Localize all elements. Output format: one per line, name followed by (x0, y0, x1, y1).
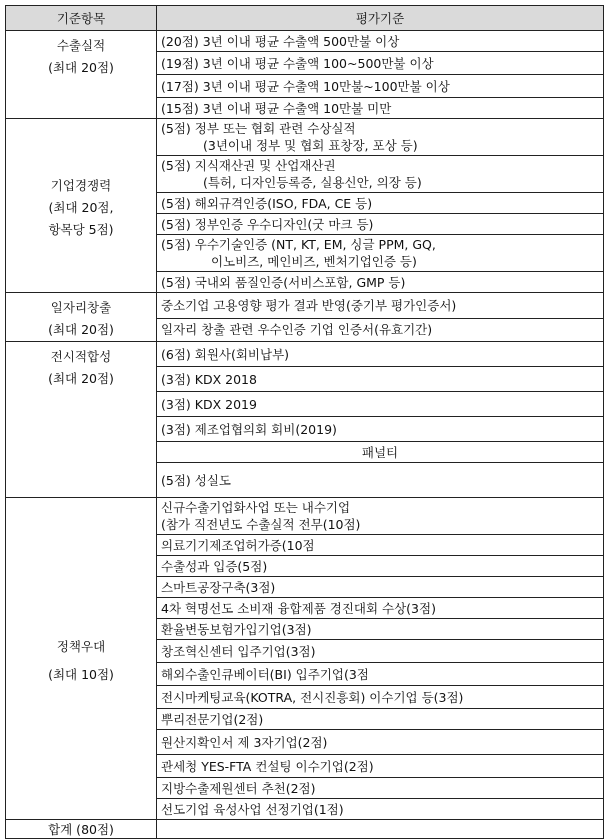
criteria-cell: 환율변동보험가입기업(3점) (157, 619, 604, 640)
criteria-cell: 원산지확인서 제 3자기업(2점) (157, 730, 604, 755)
criteria-cell: 지방수출제원센터 추천(2점) (157, 778, 604, 799)
criteria-cell: (3점) KDX 2018 (157, 367, 604, 392)
category-exhibition: 전시적합성 (최대 20점) (6, 342, 157, 498)
evaluation-criteria-table (5, 5, 604, 839)
category-policy: 정책우대 (최대 10점) (6, 498, 157, 820)
table-row (6, 498, 604, 535)
criteria-cell: 수출성과 입증(5점) (157, 556, 604, 577)
criteria-cell: 전시마케팅교육(KOTRA, 전시진흥회) 이수기업 등(3점) (157, 686, 604, 709)
criteria-cell: 해외수출인큐베이터(BI) 입주기업(3점 (157, 663, 604, 686)
criteria-cell: 뿌리전문기업(2점) (157, 709, 604, 730)
criteria-cell: 선도기업 육성사업 선정기업(1점) (157, 799, 604, 820)
criteria-cell: (5점) 지식재산권 및 산업재산권 (특허, 디자인등록증, 실용신안, 의장 등) (157, 156, 604, 193)
header-category: 기준항목 (6, 6, 157, 31)
criteria-cell: (5점) 정부 또는 협회 관련 수상실적 (3년이내 정부 및 협회 표창장, 포상 등) (157, 119, 604, 156)
criteria-cell: 일자리 창출 관련 우수인증 기업 인증서(유효기간) (157, 318, 604, 341)
criteria-cell: (17점) 3년 이내 평균 수출액 10만불~100만불 이상 (157, 75, 604, 98)
criteria-cell: 중소기업 고용영향 평가 결과 반영(중기부 평가인증서) (157, 293, 604, 319)
category-jobs: 일자리창출 (최대 20점) (6, 293, 157, 342)
criteria-cell: 관세청 YES-FTA 컨설팅 이수기업(2점) (157, 755, 604, 778)
total-label: 합계 (80점) (6, 820, 157, 839)
criteria-cell: (5점) 성실도 (157, 463, 604, 498)
category-competitiveness: 기업경쟁력 (최대 20점, 항목당 5점) (6, 119, 157, 293)
criteria-cell: (15점) 3년 이내 평균 수출액 10만불 미만 (157, 98, 604, 119)
total-value-cell (157, 820, 604, 839)
criteria-cell: (19점) 3년 이내 평균 수출액 100~500만불 이상 (157, 52, 604, 75)
criteria-cell: (6점) 회원사(회비납부) (157, 342, 604, 367)
criteria-cell: (5점) 국내외 품질인증(서비스포함, GMP 등) (157, 272, 604, 293)
criteria-cell: (20점) 3년 이내 평균 수출액 500만불 이상 (157, 31, 604, 52)
table-row (6, 31, 604, 52)
criteria-cell: (5점) 해외규격인증(ISO, FDA, CE 등) (157, 193, 604, 214)
header-criteria: 평가기준 (157, 6, 604, 31)
criteria-cell-penalty: 패널티 (157, 442, 604, 463)
criteria-cell: 의료기기제조업허가증(10점 (157, 535, 604, 556)
criteria-cell: (3점) KDX 2019 (157, 392, 604, 417)
criteria-cell: (3점) 제조업협의회 회비(2019) (157, 417, 604, 442)
criteria-cell: 4차 혁명선도 소비재 융합제품 경진대회 수상(3점) (157, 598, 604, 619)
criteria-cell: 창조혁신센터 입주기업(3점) (157, 640, 604, 663)
table-header-row (6, 6, 604, 31)
table-row (6, 293, 604, 319)
category-export: 수출실적 (최대 20점) (6, 31, 157, 119)
evaluation-criteria-table-wrapper (5, 5, 604, 839)
table-row (6, 119, 604, 156)
criteria-cell: (5점) 우수기술인증 (NT, KT, EM, 싱글 PPM, GQ, 이노비즈, 메인비즈, 벤처기업인증 등) (157, 235, 604, 272)
criteria-cell: 스마트공장구축(3점) (157, 577, 604, 598)
table-row (6, 342, 604, 367)
total-row (6, 820, 604, 839)
criteria-cell: (5점) 정부인증 우수디자인(굿 마크 등) (157, 214, 604, 235)
criteria-cell: 신규수출기업화사업 또는 내수기업 (참가 직전년도 수출실적 전무(10점) (157, 498, 604, 535)
